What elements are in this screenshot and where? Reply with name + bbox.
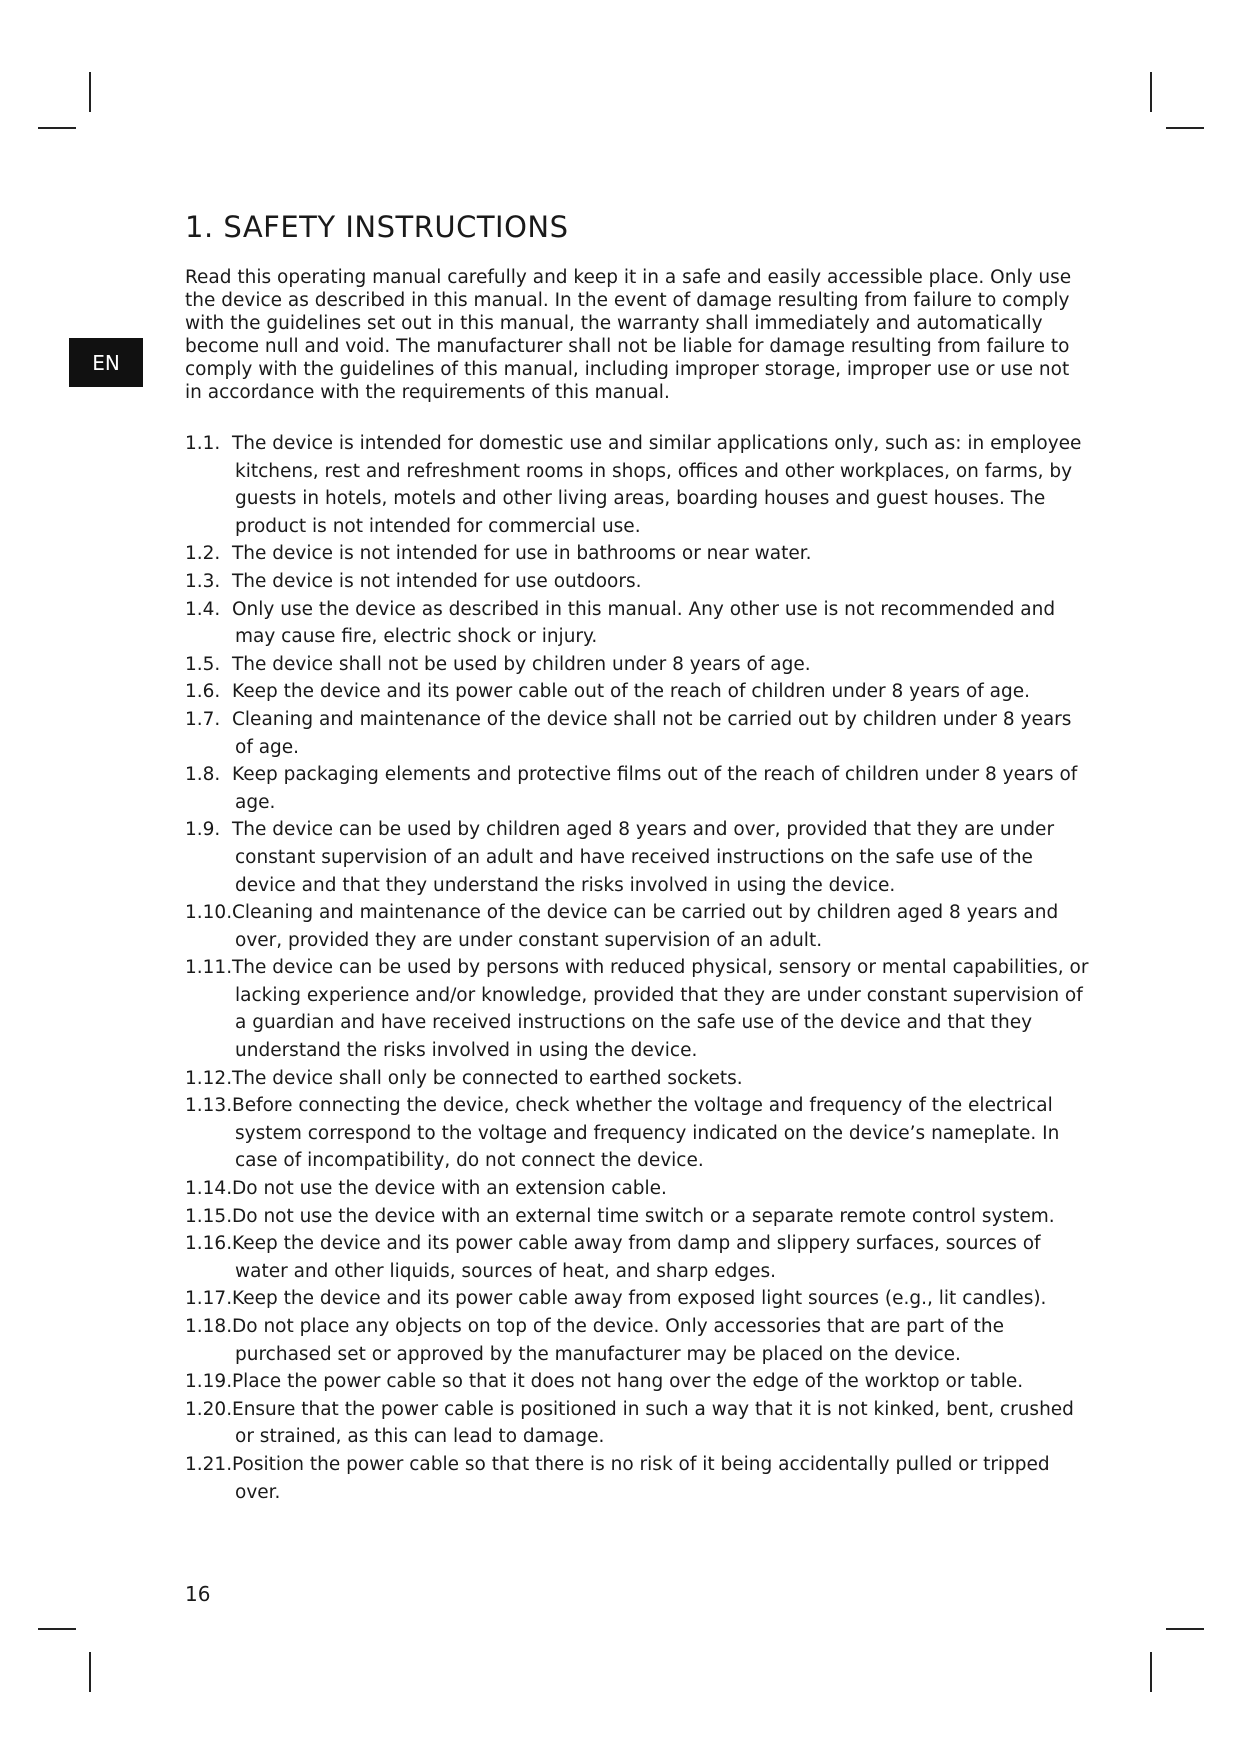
item-text: Cleaning and maintenance of the device can be carried out by children aged 8 years and over, provided they are under constant supervision of an adult. (232, 902, 1059, 951)
crop-mark (1166, 1628, 1204, 1630)
item-text: The device can be used by persons with reduced physical, sensory or mental capabilities, or lacking experience and/or knowledge, provided that they are under constant supervision of a guardian and have received instructions on the safe use of the device and that they understand the risks involved in using the device. (232, 957, 1089, 1062)
list-item (185, 1313, 1090, 1368)
item-text: Do not use the device with an extension cable. (232, 1178, 667, 1200)
item-number: 1.16. (185, 1233, 233, 1255)
item-number: 1.14. (185, 1178, 233, 1200)
list-item (185, 430, 1090, 540)
crop-mark (38, 1628, 76, 1630)
item-text: Keep the device and its power cable away from damp and slippery surfaces, sources of water and other liquids, sources of heat, and sharp edges. (232, 1233, 1041, 1282)
item-number: 1.10. (185, 902, 233, 924)
item-number: 1.2. (185, 543, 221, 565)
crop-mark (1150, 72, 1152, 112)
list-item (185, 954, 1090, 1064)
item-number: 1.12. (185, 1067, 233, 1089)
safety-list (185, 430, 1090, 1506)
item-text: The device shall only be connected to earthed sockets. (232, 1067, 743, 1089)
list-item (185, 1451, 1090, 1506)
item-text: The device is intended for domestic use and similar applications only, such as: in employee kitchens, rest and refreshment rooms in shops, offices and other workplaces, on farms, by guests in hotels, motels and other living areas, boarding houses and guest houses. The product is not intended for commercial use. (232, 433, 1082, 537)
item-number: 1.11. (185, 957, 233, 979)
item-text: Do not use the device with an external time switch or a separate remote control system. (232, 1205, 1055, 1227)
language-tab: EN (69, 338, 143, 387)
list-item (185, 761, 1090, 816)
item-text: The device can be used by children aged 8 years and over, provided that they are under constant supervision of an adult and have received instructions on the safe use of the device and that they understand the risks involved in using the device. (232, 819, 1055, 896)
list-item (185, 1203, 1090, 1231)
item-text: Do not place any objects on top of the device. Only accessories that are part of the purchased set or approved by the manufacturer may be placed on the device. (232, 1316, 1004, 1365)
list-item (185, 1285, 1090, 1313)
item-text: Before connecting the device, check whether the voltage and frequency of the electrical system correspond to the voltage and frequency indicated on the device’s nameplate. In case of incompatibility, do not connect the device. (232, 1095, 1060, 1172)
item-text: The device is not intended for use outdoors. (232, 570, 642, 592)
item-number: 1.3. (185, 570, 221, 592)
list-item (185, 540, 1090, 568)
item-number: 1.9. (185, 819, 221, 841)
item-text: Cleaning and maintenance of the device shall not be carried out by children under 8 years of age. (232, 708, 1072, 758)
item-text: Keep the device and its power cable out of the reach of children under 8 years of age. (232, 681, 1031, 703)
item-text: The device shall not be used by children under 8 years of age. (232, 653, 811, 675)
item-number: 1.17. (185, 1288, 233, 1310)
item-number: 1.8. (185, 764, 221, 786)
list-item (185, 651, 1090, 679)
list-item (185, 1175, 1090, 1203)
item-number: 1.15. (185, 1205, 233, 1227)
main-content (185, 210, 1090, 1506)
crop-mark (89, 72, 91, 112)
item-text: Ensure that the power cable is positioned in such a way that it is not kinked, bent, crushed or strained, as this can lead to damage. (232, 1398, 1074, 1448)
crop-mark (1166, 127, 1204, 129)
list-item (185, 1065, 1090, 1093)
list-item (185, 1092, 1090, 1175)
item-number: 1.7. (185, 708, 221, 730)
item-text: The device is not intended for use in bathrooms or near water. (232, 543, 812, 565)
list-item (185, 678, 1090, 706)
list-item (185, 899, 1090, 954)
item-text: Keep the device and its power cable away from exposed light sources (e.g., lit candles). (232, 1288, 1047, 1310)
list-item (185, 1368, 1090, 1396)
item-number: 1.1. (185, 433, 221, 454)
list-item (185, 596, 1090, 651)
item-number: 1.21. (185, 1453, 233, 1475)
item-number: 1.6. (185, 681, 221, 703)
list-item (185, 706, 1090, 761)
page-number: 16 (185, 1582, 211, 1606)
crop-mark (89, 1652, 91, 1692)
crop-mark (1150, 1652, 1152, 1692)
list-item (185, 1396, 1090, 1451)
page-title: 1. SAFETY INSTRUCTIONS (185, 210, 569, 244)
item-text: Place the power cable so that it does not hang over the edge of the worktop or table. (232, 1371, 1024, 1393)
item-text: Position the power cable so that there is no risk of it being accidentally pulled or tripped over. (232, 1453, 1050, 1503)
list-item (185, 816, 1090, 899)
intro-paragraph: Read this operating manual carefully and keep it in a safe and easily accessible place. Only use the device as described in this manual. In the event of damage resulting from failure to comply with the guidelines set out in this manual, the warranty shall immediately and automatically become null and void. The manufacturer shall not be liable for damage resulting from failure to comply with the guidelines of this manual, including improper storage, improper use or use not in accordance with the requirements of this manual. (185, 267, 1072, 403)
item-number: 1.20. (185, 1398, 233, 1420)
item-text: Keep packaging elements and protective films out of the reach of children under 8 years of age. (232, 764, 1078, 813)
item-number: 1.18. (185, 1316, 233, 1337)
item-text: Only use the device as described in this manual. Any other use is not recommended and may cause fire, electric shock or injury. (232, 598, 1056, 648)
list-item (185, 568, 1090, 596)
item-number: 1.5. (185, 653, 221, 675)
item-number: 1.4. (185, 598, 221, 620)
item-number: 1.13. (185, 1095, 233, 1117)
item-number: 1.19. (185, 1371, 233, 1393)
crop-mark (38, 127, 76, 129)
list-item (185, 1230, 1090, 1285)
